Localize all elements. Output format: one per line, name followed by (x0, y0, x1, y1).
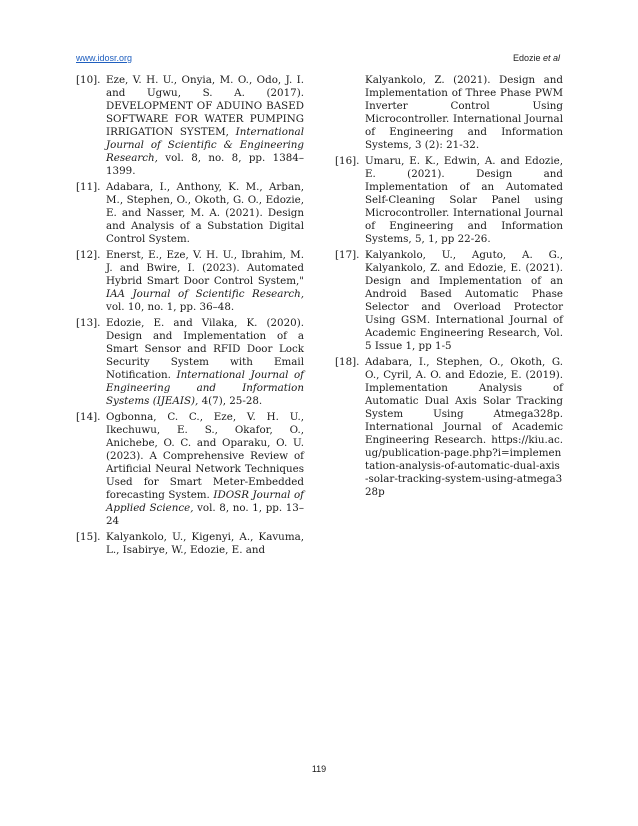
reference-number: [18]. (335, 356, 360, 368)
journal-site-link[interactable]: www.idosr.org (76, 53, 133, 63)
reference-number: [11]. (76, 181, 101, 193)
reference-number: [12]. (76, 249, 101, 261)
reference-url[interactable]: https://kiu.ac.ug/publication-page.php?i=implementation-analysis-of-automatic-dual-axis-solar-tracking-system-using-atmega328p (365, 434, 563, 498)
reference-text: Edozie, E. and Vilaka, K. (2020). Design and Implementation of a Smart Sensor and RFID Door Lock Security System with Email Notification. International Journal of Engineering and Information Systems (IJEAIS), 4(7), 25-28. (106, 317, 304, 407)
reference-number: [13]. (76, 317, 101, 329)
reference-18 (335, 356, 563, 499)
reference-text: Ogbonna, C. C., Eze, V. H. U., Ikechuwu, E. S., Okafor, O., Anichebe, O. C. and Oparaku, O. U. (2023). A Comprehensive Review of Artificial Neural Network Techniques Used for Smart Meter-Embedded forecasting System. IDOSR Journal of Applied Science, vol. 8, no. 1, pp. 13–24 (106, 411, 305, 527)
reference-15 (76, 531, 304, 557)
reference-number: [14]. (76, 411, 101, 423)
reference-number: [17]. (335, 249, 360, 261)
reference-16 (335, 155, 563, 246)
et-al: et al (542, 53, 560, 63)
reference-15-continuation: Kalyankolo, Z. (2021). Design and Implementation of Three Phase PWM Inverter Control Using Microcontroller. International Journal of Engineering and Information Systems, 3 (2): 21-32. (365, 74, 563, 151)
reference-13 (76, 317, 304, 408)
left-column (76, 74, 304, 560)
reference-text: Adabara, I., Stephen, O., Okoth, G. O., Cyril, A. O. and Edozie, E. (2019). Implementation Analysis of Automatic Dual Axis Solar Tracking System Using Atmega328p. International Journal of Academic Engineering Research. https://kiu.ac.ug/publication-page.php?i=implementation-analysis-of-automatic-dual-axis-solar-tracking-system-using-atmega328p (365, 356, 563, 498)
reference-text: Kalyankolo, U., Aguto, A. G., Kalyankolo, Z. and Edozie, E. (2021). Design and Implementation of an Android Based Automatic Phase Selector and Overload Protector Using GSM. International Journal of Academic Engineering Research, Vol. 5 Issue 1, pp 1-5 (365, 249, 563, 352)
reference-10 (76, 74, 304, 178)
reference-text: Adabara, I., Anthony, K. M., Arban, M., Stephen, O., Okoth, G. O., Edozie, E. and Nasser, M. A. (2021). Design and Analysis of a Substation Digital Control System. (106, 181, 304, 245)
reference-12 (76, 249, 304, 314)
reference-text: Enerst, E., Eze, V. H. U., Ibrahim, M. J. and Bwire, I. (2023). Automated Hybrid Smart Door Control System," IAA Journal of Scientific Research, vol. 10, no. 1, pp. 36–48. (106, 249, 304, 313)
reference-number: [10]. (76, 74, 101, 86)
reference-text: Umaru, E. K., Edwin, A. and Edozie, E. (2021). Design and Implementation of an Automated Self-Cleaning Solar Panel using Microcontroller. International Journal of Engineering and Information Systems, 5, 1, pp 22-26. (365, 155, 563, 245)
reference-text: Eze, V. H. U., Onyia, M. O., Odo, J. I. and Ugwu, S. A. (2017). DEVELOPMENT OF ADUINO BASED SOFTWARE FOR WATER PUMPING IRRIGATION SYSTEM, International Journal of Scientific & Engineering Research, vol. 8, no. 8, pp. 1384–1399. (106, 74, 304, 177)
author-name: Edozie (512, 53, 541, 63)
reference-number: [15]. (76, 531, 101, 543)
right-column (335, 74, 563, 502)
reference-text: Kalyankolo, U., Kigenyi, A., Kavuma, L., Isabirye, W., Edozie, E. and (106, 531, 304, 556)
reference-number: [16]. (335, 155, 360, 167)
reference-11 (76, 181, 304, 246)
reference-14 (76, 411, 304, 528)
reference-17 (335, 249, 563, 353)
page-number: 119 (311, 764, 327, 774)
running-author-header (513, 53, 560, 63)
